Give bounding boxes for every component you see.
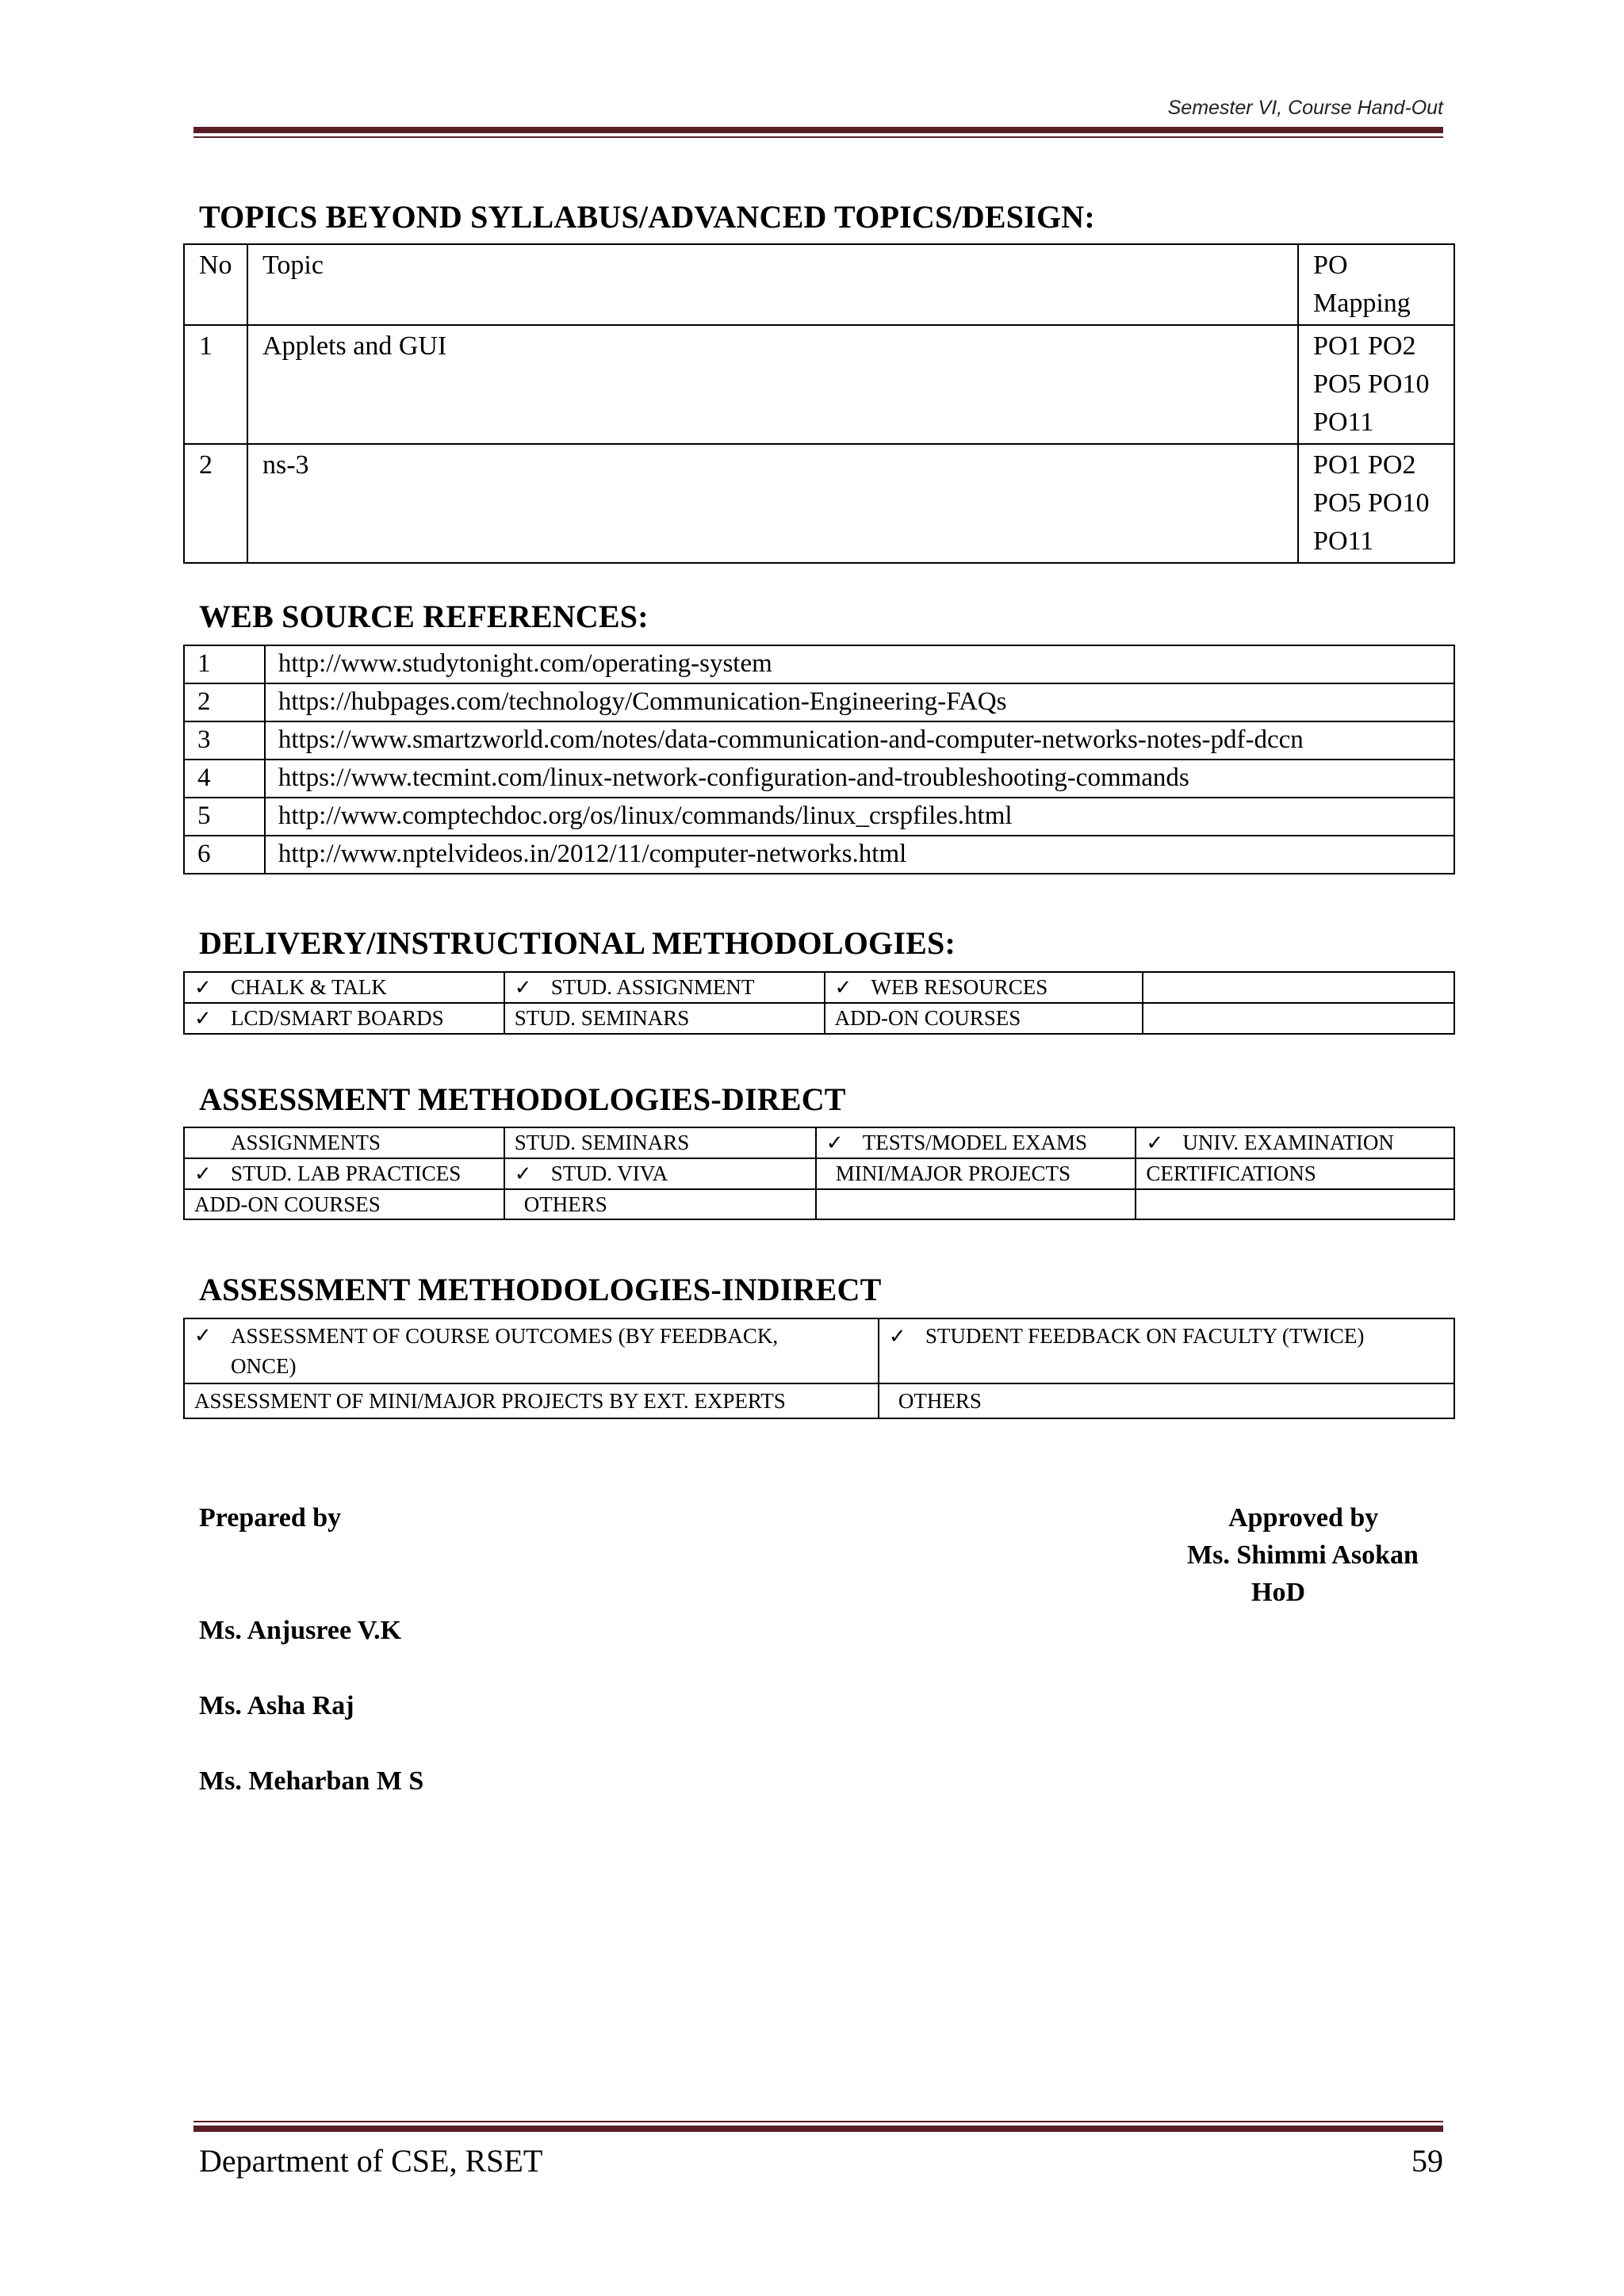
method-cell: [184, 1189, 504, 1219]
running-header: Semester VI, Course Hand-Out: [1167, 97, 1443, 119]
topics-beyond-table: [183, 243, 1455, 564]
method-cell: [825, 972, 1143, 1003]
method-label: STUDENT FEEDBACK ON FACULTY (TWICE): [925, 1324, 1365, 1348]
assessment-indirect-table: [183, 1318, 1455, 1419]
checkmark-icon: ✓: [194, 976, 212, 999]
method-cell-empty: [1143, 1003, 1454, 1034]
table-row: [184, 645, 1454, 683]
checkmark-icon: ✓: [514, 976, 532, 999]
method-label: TESTS/MODEL EXAMS: [862, 1131, 1087, 1154]
assessment-indirect-heading: ASSESSMENT METHODOLOGIES-INDIRECT: [199, 1272, 882, 1307]
footer-department: Department of CSE, RSET: [199, 2143, 543, 2179]
reference-link[interactable]: https://hubpages.com/technology/Communication-Engineering-FAQs: [265, 683, 1454, 721]
method-cell: [504, 1189, 816, 1219]
method-label: ASSESSMENT OF MINI/MAJOR PROJECTS BY EXT. EXPERTS: [194, 1389, 786, 1413]
checkmark-icon: ✓: [514, 1162, 532, 1185]
method-cell: [184, 1003, 504, 1034]
preparer-name: Ms. Meharban M S: [199, 1766, 424, 1796]
footer-rule-thin: [193, 2121, 1443, 2122]
method-cell: [825, 1003, 1143, 1034]
method-cell: [504, 972, 825, 1003]
column-header-topic: Topic: [247, 244, 1298, 325]
preparer-name: Ms. Asha Raj: [199, 1691, 354, 1720]
method-cell: [184, 1318, 879, 1383]
page-number: 59: [1411, 2143, 1443, 2179]
method-label: OTHERS: [523, 1192, 607, 1216]
method-label: CERTIFICATIONS: [1146, 1161, 1316, 1185]
header-rule-thick: [193, 127, 1443, 133]
topics-beyond-heading: TOPICS BEYOND SYLLABUS/ADVANCED TOPICS/DESIGN:: [199, 199, 1095, 235]
method-label: WEB RESOURCES: [871, 975, 1048, 999]
method-label: ASSIGNMENTS: [231, 1131, 381, 1154]
topic-po-mapping: PO1 PO2 PO5 PO10 PO11: [1298, 444, 1454, 563]
method-cell: [184, 972, 504, 1003]
topic-no: 2: [184, 444, 247, 563]
table-row: [184, 798, 1454, 836]
method-cell: [184, 1158, 504, 1189]
reference-link[interactable]: http://www.comptechdoc.org/os/linux/commands/linux_crspfiles.html: [265, 798, 1454, 836]
web-references-table: [183, 645, 1455, 874]
column-header-no: No: [184, 244, 247, 325]
delivery-methods-table: [183, 971, 1455, 1035]
reference-no: 2: [184, 683, 265, 721]
table-row: [184, 683, 1454, 721]
method-cell: [816, 1158, 1136, 1189]
method-cell: [879, 1318, 1454, 1383]
table-row: [184, 444, 1454, 563]
checkmark-icon: ✓: [194, 1324, 212, 1347]
footer-rule-thick: [193, 2126, 1443, 2132]
reference-no: 4: [184, 760, 265, 798]
method-cell: [1136, 1127, 1454, 1158]
method-label: MINI/MAJOR PROJECTS: [835, 1161, 1071, 1185]
method-label: UNIV. EXAMINATION: [1182, 1131, 1394, 1154]
method-cell-empty: [1143, 972, 1454, 1003]
table-header-row: [184, 244, 1454, 325]
table-row: [184, 972, 1454, 1003]
table-row: [184, 1189, 1454, 1219]
method-label: LCD/SMART BOARDS: [231, 1006, 444, 1030]
method-label: STUD. ASSIGNMENT: [550, 975, 755, 999]
topic-name: ns-3: [247, 444, 1298, 563]
table-row: [184, 836, 1454, 874]
method-cell: [879, 1383, 1454, 1418]
approved-by-label: Approved by: [1228, 1503, 1379, 1533]
column-header-po-mapping: PO Mapping: [1298, 244, 1454, 325]
header-rule-thin: [193, 136, 1443, 138]
checkmark-icon: ✓: [194, 1007, 212, 1030]
method-label: STUD. SEMINARS: [514, 1131, 690, 1154]
reference-no: 5: [184, 798, 265, 836]
method-label: ASSESSMENT OF COURSE OUTCOMES (BY FEEDBACK, ONCE): [231, 1324, 779, 1378]
method-label: ADD-ON COURSES: [194, 1192, 381, 1216]
table-row: [184, 1003, 1454, 1034]
checkmark-icon: ✓: [825, 1131, 844, 1154]
topic-po-mapping: PO1 PO2 PO5 PO10 PO11: [1298, 325, 1454, 444]
topic-name: Applets and GUI: [247, 325, 1298, 444]
reference-no: 3: [184, 721, 265, 760]
approver-title: HoD: [1251, 1578, 1305, 1607]
table-row: [184, 1127, 1454, 1158]
reference-no: 1: [184, 645, 265, 683]
delivery-heading: DELIVERY/INSTRUCTIONAL METHODOLOGIES:: [199, 925, 956, 961]
method-label: ADD-ON COURSES: [834, 1006, 1021, 1030]
method-cell: [504, 1127, 816, 1158]
table-row: [184, 1383, 1454, 1418]
web-references-heading: WEB SOURCE REFERENCES:: [199, 599, 649, 634]
topic-no: 1: [184, 325, 247, 444]
method-label: STUD. SEMINARS: [514, 1006, 690, 1030]
table-row: [184, 721, 1454, 760]
prepared-by-label: Prepared by: [199, 1503, 342, 1533]
assessment-direct-table: [183, 1127, 1455, 1220]
table-row: [184, 1158, 1454, 1189]
method-label: CHALK & TALK: [231, 975, 387, 999]
preparer-name: Ms. Anjusree V.K: [199, 1616, 402, 1645]
method-cell-empty: [1136, 1189, 1454, 1219]
checkmark-icon: ✓: [194, 1162, 212, 1185]
method-cell: [504, 1003, 825, 1034]
assessment-direct-heading: ASSESSMENT METHODOLOGIES-DIRECT: [199, 1081, 846, 1117]
method-cell: [184, 1383, 879, 1418]
table-row: [184, 1318, 1454, 1383]
checkmark-icon: ✓: [888, 1325, 906, 1348]
reference-link[interactable]: https://www.tecmint.com/linux-network-configuration-and-troubleshooting-commands: [265, 760, 1454, 798]
method-cell: [816, 1127, 1136, 1158]
checkmark-icon: ✓: [1146, 1131, 1164, 1154]
approver-name: Ms. Shimmi Asokan: [1187, 1540, 1419, 1570]
reference-link[interactable]: http://www.nptelvideos.in/2012/11/computer-networks.html: [265, 836, 1454, 874]
table-row: [184, 760, 1454, 798]
table-row: [184, 325, 1454, 444]
reference-link[interactable]: https://www.smartzworld.com/notes/data-communication-and-computer-networks-notes-pdf-dccn: [265, 721, 1454, 760]
reference-no: 6: [184, 836, 265, 874]
method-cell-empty: [816, 1189, 1136, 1219]
method-label: OTHERS: [898, 1389, 982, 1413]
method-cell: [504, 1158, 816, 1189]
method-cell: [184, 1127, 504, 1158]
reference-link[interactable]: http://www.studytonight.com/operating-system: [265, 645, 1454, 683]
method-label: STUD. LAB PRACTICES: [231, 1161, 462, 1185]
checkmark-icon: ✓: [834, 976, 852, 999]
method-cell: [1136, 1158, 1454, 1189]
method-label: STUD. VIVA: [550, 1161, 668, 1185]
